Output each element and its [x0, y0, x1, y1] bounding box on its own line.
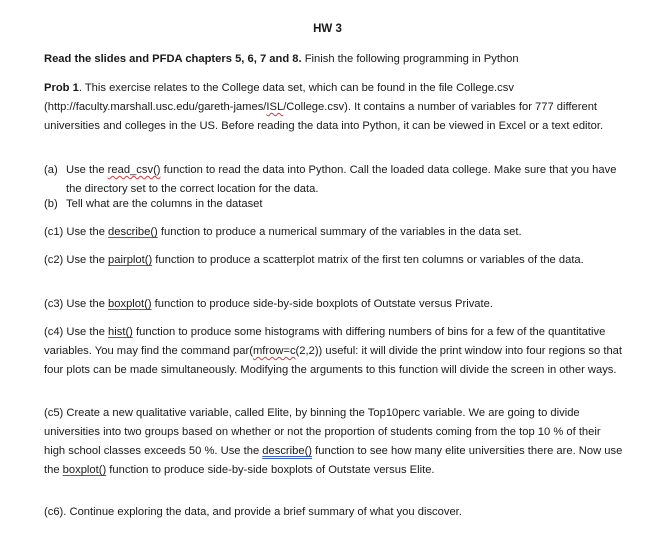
- pairplot-fn: pairplot(): [108, 254, 153, 266]
- prob1-paragraph: [44, 79, 624, 136]
- c5-post: function to produce side-by-side boxplots of Outstate versus Elite.: [106, 464, 435, 476]
- c1-pre: (c1) Use the: [44, 226, 109, 238]
- item-a-pre: Use the: [66, 164, 108, 176]
- page-title: HW 3: [313, 23, 342, 35]
- boxplot-fn: boxplot(): [108, 298, 152, 310]
- describe-fn: describe(): [108, 226, 158, 238]
- read-csv-fn: read_csv(): [107, 164, 161, 176]
- c2-paragraph: [44, 251, 624, 270]
- mfrow-arg: mfrow=c: [252, 345, 296, 357]
- item-b: [44, 195, 624, 214]
- c3-pre: (c3) Use the: [44, 298, 109, 310]
- item-a-label: (a): [44, 164, 58, 176]
- intro-paragraph: [44, 50, 624, 69]
- c3-paragraph: [44, 295, 624, 314]
- c4-mid: function to produce some histograms with differing numbers of bins for a few of the quantitative variables. You may find the command par(: [44, 326, 606, 357]
- item-a-text: [66, 161, 624, 199]
- c1-post: function to produce a numerical summary of the variables in the data set.: [157, 226, 522, 238]
- describe-fn-2: describe(): [262, 445, 313, 457]
- c4-paragraph: [44, 323, 624, 380]
- item-b-text: Tell what are the columns in the dataset: [66, 198, 263, 210]
- c4-pre: (c4) Use the: [44, 326, 109, 338]
- intro-rest: Finish the following programming in Python: [301, 53, 519, 65]
- c4-post: (2,2)) useful: it will divide the print window into four regions so that four plots can be made simultaneously. Modifying the arguments to this function will divide the screen in other ways.: [44, 345, 623, 376]
- prob1-text-2: /College.csv). It contains a number of variables for 777 different universities and colleges in the US. Before reading the data into Python, it can be viewed in Excel or a text editor.: [44, 101, 604, 132]
- c2-post: function to produce a scatterplot matrix of the first ten columns or variables of the data.: [152, 254, 584, 266]
- item-a: [44, 161, 624, 199]
- c2-pre: (c2) Use the: [44, 254, 109, 266]
- prob1-isl: ISL: [266, 101, 284, 113]
- prob1-label: Prob 1: [44, 82, 79, 94]
- c1-paragraph: [44, 223, 624, 242]
- hist-fn: hist(): [108, 326, 133, 338]
- c3-post: function to produce side-by-side boxplots of Outstate versus Private.: [151, 298, 493, 310]
- c5-pre: (c5) Create a new qualitative variable, called Elite, by binning the Top10perc variable. We are going to divide universities into two groups based on whether or not the proportion of students coming from the top 10 % of their high school classes exceeds 50 %. Use the: [44, 407, 601, 457]
- intro-bold: Read the slides and PFDA chapters 5, 6, 7 and 8.: [44, 53, 302, 65]
- prob1-text-1: . This exercise relates to the College data set, which can be found in the file College.csv (http://faculty.marshall.usc.edu/gareth-james/: [44, 82, 514, 113]
- c5-mid: function to see how many elite universities there are. Now use the: [44, 445, 623, 476]
- item-a-post: function to read the data into Python. Call the loaded data college. Make sure that you have the directory set to the correct location for the data.: [66, 164, 617, 195]
- boxplot-fn-2: boxplot(): [62, 464, 107, 476]
- c6-paragraph: (c6). Continue exploring the data, and provide a brief summary of what you discover.: [44, 506, 462, 518]
- c5-paragraph: [44, 404, 624, 480]
- item-b-label: (b): [44, 198, 58, 210]
